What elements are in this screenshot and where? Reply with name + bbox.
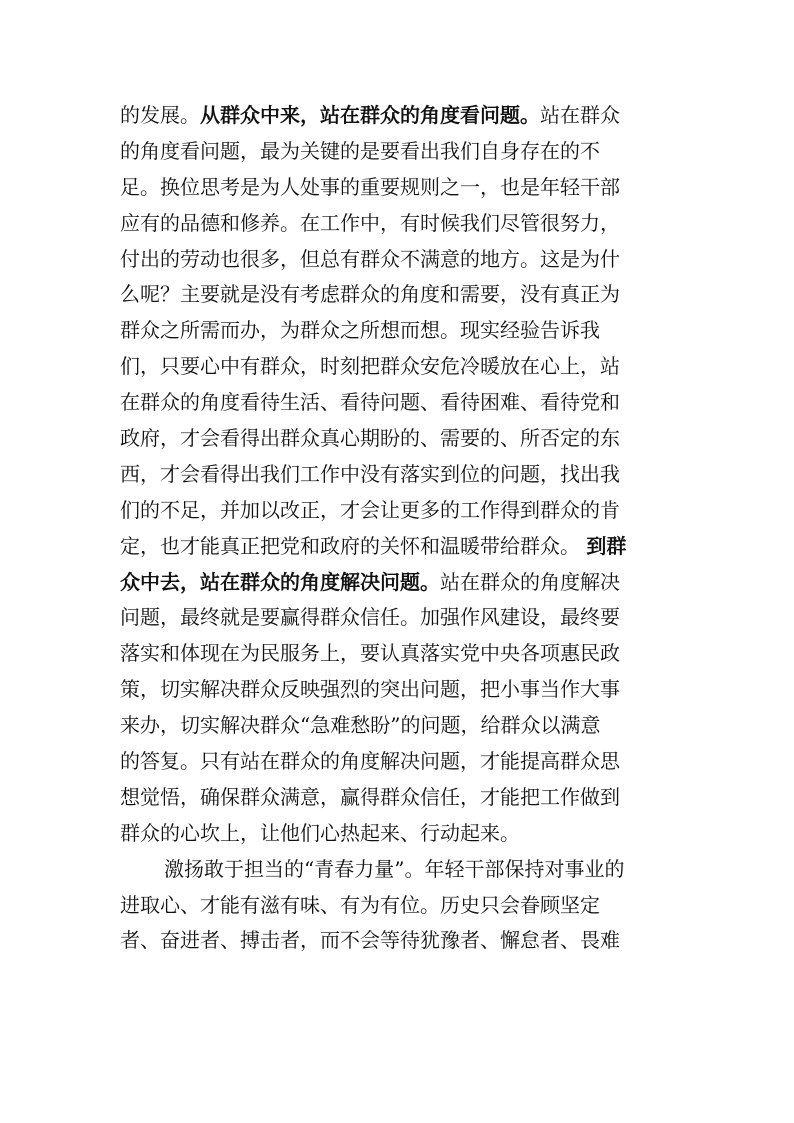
text-run: 来办，切实解决群众“急难愁盼”的问题，给群众以满意 <box>120 713 601 738</box>
text-run: 群众的心坎上，让他们心热起来、行动起来。 <box>120 820 520 845</box>
text-line <box>120 349 680 385</box>
text-line <box>120 708 680 744</box>
text-run: 么呢？主要就是没有考虑群众的角度和需要，没有真正为 <box>120 282 620 307</box>
text-line <box>120 277 680 313</box>
text-line <box>120 529 680 565</box>
text-line <box>120 313 680 349</box>
text-line <box>120 170 680 206</box>
text-line <box>120 421 680 457</box>
text-line <box>120 565 680 601</box>
text-run: 付出的劳动也很多，但总有群众不满意的地方。这是为什 <box>120 246 620 271</box>
text-line <box>120 134 680 170</box>
body-text <box>120 98 680 959</box>
text-line <box>120 636 680 672</box>
text-run: 想觉悟，确保群众满意，赢得群众信任，才能把工作做到 <box>120 784 620 809</box>
text-run: 站在群众 <box>540 103 620 127</box>
text-run: 们，只要心中有群众，时刻把群众安危冷暖放在心上，站 <box>120 354 620 379</box>
text-run: 者、奋进者、搏击者，而不会等待犹豫者、懈怠者、畏难 <box>120 928 620 953</box>
text-run: 们的不足，并加以改正，才会让更多的工作得到群众的肯 <box>120 497 620 522</box>
text-line <box>120 744 680 780</box>
text-line <box>120 888 680 924</box>
text-run: 定，也才能真正把党和政府的关怀和温暖带给群众。 <box>120 533 587 558</box>
text-run: 的发展。 <box>120 103 200 127</box>
text-line <box>120 206 680 242</box>
text-run: 群众之所需而办，为群众之所想而想。现实经验告诉我 <box>120 318 600 343</box>
bold-heading-run: 众中去，站在群众的角度解决问题。 <box>120 569 440 594</box>
text-run: 足。换位思考是为人处事的重要规则之一，也是年轻干部 <box>120 174 620 199</box>
text-run: 问题，最终就是要赢得群众信任。加强作风建设，最终要 <box>120 605 620 630</box>
text-run: 政府，才会看得出群众真心期盼的、需要的、所否定的东 <box>120 426 620 451</box>
text-line <box>120 493 680 529</box>
text-run: 激扬敢于担当的“青春力量”。年轻干部保持对事业的 <box>164 856 625 881</box>
bold-heading-run: 到群 <box>586 533 627 558</box>
text-run: 在群众的角度看待生活、看待问题、看待困难、看待党和 <box>120 390 620 415</box>
paragraph-first-line <box>120 852 680 888</box>
text-run: 策，切实解决群众反映强烈的突出问题，把小事当作大事 <box>120 677 620 702</box>
text-line <box>120 672 680 708</box>
text-run: 站在群众的角度解决 <box>440 569 620 594</box>
text-run: 西，才会看得出我们工作中没有落实到位的问题，找出我 <box>120 461 620 486</box>
text-run: 落实和体现在为民服务上，要认真落实党中央各项惠民政 <box>120 641 620 666</box>
text-line <box>120 600 680 636</box>
text-line <box>120 780 680 816</box>
text-run: 进取心、才能有滋有味、有为有位。历史只会眷顾坚定 <box>120 892 600 917</box>
text-run: 的角度看问题，最为关键的是要看出我们自身存在的不 <box>120 138 600 163</box>
text-line <box>120 816 680 852</box>
text-line <box>120 457 680 493</box>
text-line <box>120 98 680 134</box>
text-line <box>120 242 680 278</box>
text-line <box>120 923 680 959</box>
text-run: 的答复。只有站在群众的角度解决问题，才能提高群众思 <box>120 749 620 774</box>
text-line <box>120 385 680 421</box>
bold-heading-run: 从群众中来，站在群众的角度看问题。 <box>200 103 540 127</box>
text-run: 应有的品德和修养。在工作中，有时候我们尽管很努力， <box>120 210 620 235</box>
